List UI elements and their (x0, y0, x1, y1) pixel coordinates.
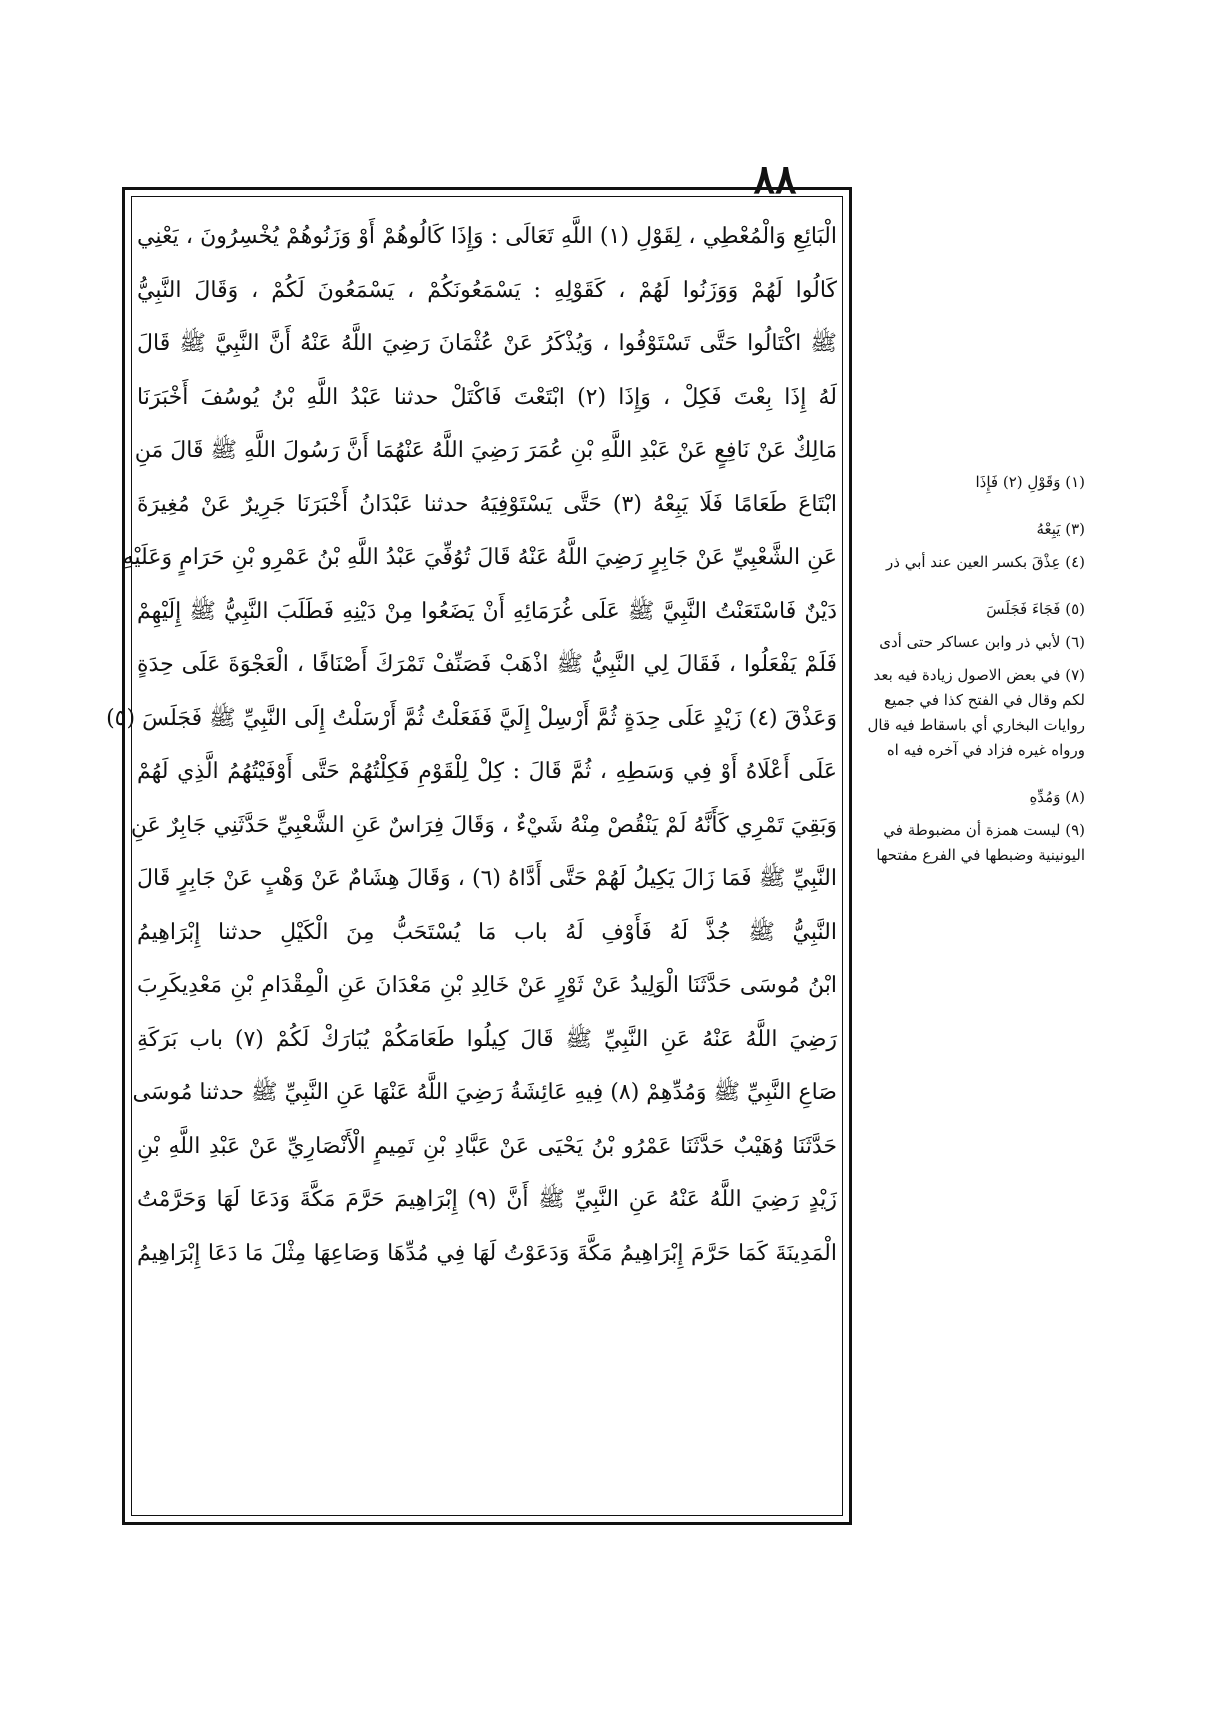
margin-note: (٧) في بعض الاصول زيادة فيه بعد لكم وقال في الفتح كذا في جميع روايات البخاري أي باسقاط فيه قال ورواه غيره فزاد في آخره فيه اه (867, 666, 1085, 759)
text-line: ابْنُ مُوسَى حَدَّثَنَا الْوَلِيدُ عَنْ ثَوْرٍ عَنْ خَالِدِ بْنِ مَعْدَانَ عَنِ الْمِقْدَامِ بْنِ مَعْدِيكَرِبَ (137, 973, 837, 998)
text-line: عَلَى أَعْلَاهُ أَوْ فِي وَسَطِهِ ، ثُمَّ قَالَ : كِلْ لِلْقَوْمِ فَكِلْتُهُمْ حَتَّى أَوْفَيْتُهُمُ الَّذِي لَهُمْ (137, 759, 837, 784)
text-line: زَيْدٍ رَضِيَ اللَّهُ عَنْهُ عَنِ النَّبِيِّ ﷺ أَنَّ (٩) إِبْرَاهِيمَ حَرَّمَ مَكَّةَ وَدَعَا لَهَا وَحَرَّمْتُ (137, 1187, 838, 1212)
margin-notes (860, 470, 1085, 876)
text-line: وَبَقِيَ تَمْرِي كَأَنَّهُ لَمْ يَنْقُصْ مِنْهُ شَيْءٌ ، وَقَالَ فِرَاسٌ عَنِ الشَّعْبِيِّ حَدَّثَنِي جَابِرٌ عَنِ (130, 812, 837, 838)
text-line: ابْتَاعَ طَعَامًا فَلَا يَبِعْهُ (٣) حَتَّى يَسْتَوْفِيَهُ حدثنا عَبْدَانُ أَخْبَرَنَا جَرِيرٌ عَنْ مُغِيرَةَ (137, 491, 837, 517)
text-line: فَلَمْ يَفْعَلُوا ، فَقَالَ لِي النَّبِيُّ ﷺ اذْهَبْ فَصَنِّفْ تَمْرَكَ أَصْنَافًا ، الْعَجْوَةَ عَلَى حِدَةٍ (137, 652, 837, 677)
text-line: لَهُ إِذَا بِعْتَ فَكِلْ ، وَإِذَا (٢) ابْتَعْتَ فَاكْتَلْ حدثنا عَبْدُ اللَّهِ بْنُ يُوسُفَ أَخْبَرَنَا (137, 384, 837, 410)
text-frame (106, 187, 852, 1525)
margin-note: (٥) فَجَاءَ فَجَلَسَ (986, 600, 1085, 618)
margin-note: (٤) عِذْقَ بكسر العين عند أبي ذر (886, 553, 1085, 571)
text-line: الْمَدِينَةَ كَمَا حَرَّمَ إِبْرَاهِيمُ مَكَّةَ وَدَعَوْتُ لَهَا فِي مُدِّهَا وَصَاعِهَا مِثْلَ مَا دَعَا إِبْرَاهِيمُ (137, 1240, 837, 1266)
text-line: رَضِيَ اللَّهُ عَنْهُ عَنِ النَّبِيِّ ﷺ قَالَ كِيلُوا طَعَامَكُمْ يُبَارَكْ لَكُمْ (٧) باب بَرَكَةِ (137, 1026, 837, 1052)
page-number: ٨٨ (753, 156, 797, 203)
margin-note: (٣) يَبِعْهُ (1036, 520, 1085, 538)
text-line: ﷺ اكْتَالُوا حَتَّى تَسْتَوْفُوا ، وَيُذْكَرُ عَنْ عُثْمَانَ رَضِيَ اللَّهُ عَنْهُ أَنَّ النَّبِيَّ ﷺ قَالَ (137, 331, 837, 356)
main-text (106, 210, 838, 1508)
text-line: الْبَائِعِ وَالْمُعْطِي ، لِقَوْلِ (١) اللَّهِ تَعَالَى : وَإِذَا كَالُوهُمْ أَوْ وَزَنُوهُمْ يُخْسِرُونَ ، يَعْنِي (137, 224, 837, 249)
margin-note: (١) وَقَوْلِ (٢) فَإِذَا (975, 473, 1085, 491)
text-line: كَالُوا لَهُمْ وَوَزَنُوا لَهُمْ ، كَقَوْلِهِ : يَسْمَعُونَكُمْ ، يَسْمَعُونَ لَكُمْ ، وَقَالَ النَّبِيُّ (137, 277, 837, 303)
margin-note: (٩) ليست همزة أن مضبوطة في اليونينية وضبطها في الفرع مفتحها (876, 821, 1085, 864)
margin-note: (٨) وَمُدِّهِ (1029, 788, 1085, 806)
text-line: حَدَّثَنَا وُهَيْبٌ حَدَّثَنَا عَمْرُو بْنُ يَحْيَى عَنْ عَبَّادِ بْنِ تَمِيمٍ الْأَنْصَارِيِّ عَنْ عَبْدِ اللَّهِ بْنِ (137, 1133, 837, 1159)
text-line: صَاعِ النَّبِيِّ ﷺ وَمُدِّهِمْ (٨) فِيهِ عَائِشَةُ رَضِيَ اللَّهُ عَنْهَا عَنِ النَّبِيِّ ﷺ حدثنا مُوسَى (132, 1080, 837, 1105)
text-line: دَيْنٌ فَاسْتَعَنْتُ النَّبِيَّ ﷺ عَلَى غُرَمَائِهِ أَنْ يَضَعُوا مِنْ دَيْنِهِ فَطَلَبَ النَّبِيُّ ﷺ إِلَيْهِمْ (137, 598, 837, 624)
margin-note: (٦) لأبي ذر وابن عساكر حتى أدى (879, 633, 1085, 651)
text-line: عَنِ الشَّعْبِيِّ عَنْ جَابِرٍ رَضِيَ اللَّهُ عَنْهُ قَالَ تُوُفِّيَ عَبْدُ اللَّهِ بْنُ عَمْرِو بْنِ حَرَامٍ وَعَلَيْهِ (122, 545, 837, 570)
text-line: وَعَذْقَ (٤) زَيْدٍ عَلَى حِدَةٍ ثُمَّ أَرْسِلْ إِلَيَّ فَفَعَلْتُ ثُمَّ أَرْسَلْتُ إِلَى النَّبِيِّ ﷺ فَجَلَسَ (٥) (106, 705, 837, 731)
text-line: مَالِكٌ عَنْ نَافِعٍ عَنْ عَبْدِ اللَّهِ بْنِ عُمَرَ رَضِيَ اللَّهُ عَنْهُمَا أَنَّ رَسُولَ اللَّهِ ﷺ قَالَ مَنِ (134, 438, 837, 463)
text-line: النَّبِيُّ ﷺ جُذَّ لَهُ فَأَوْفِ لَهُ باب مَا يُسْتَحَبُّ مِنَ الْكَيْلِ حدثنا إِبْرَاهِيمُ (137, 919, 837, 945)
text-line: النَّبِيِّ ﷺ فَمَا زَالَ يَكِيلُ لَهُمْ حَتَّى أَدَّاهُ (٦) ، وَقَالَ هِشَامٌ عَنْ وَهْبٍ عَنْ جَابِرٍ قَالَ (137, 866, 837, 891)
